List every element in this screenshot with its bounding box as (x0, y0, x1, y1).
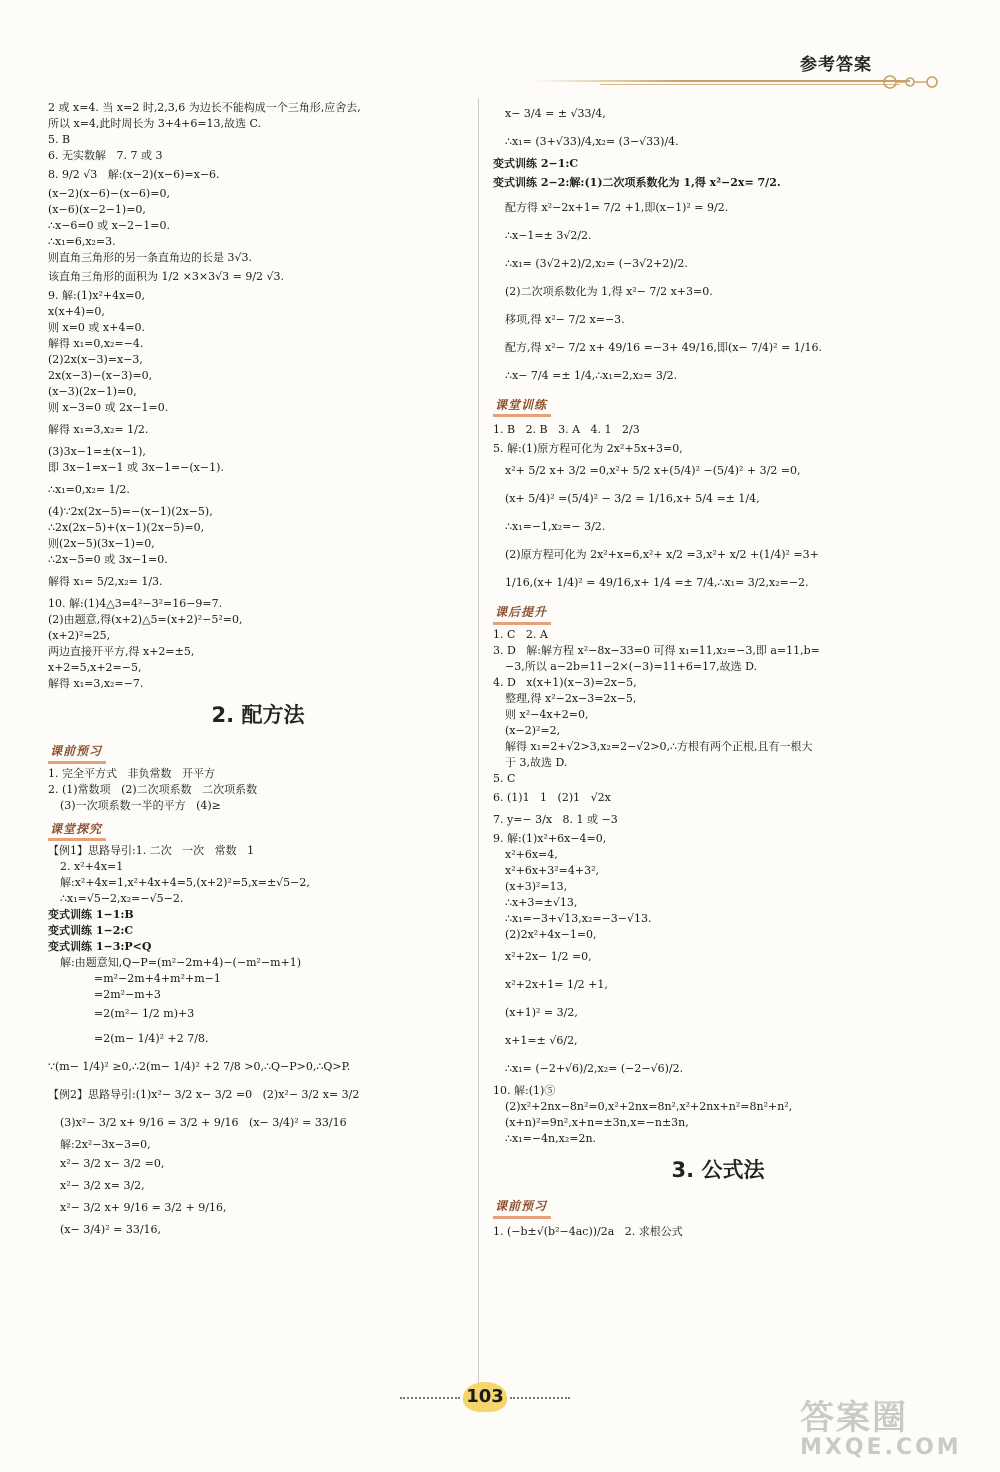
tag-prelesson-3: 课前预习 (493, 1197, 551, 1218)
answer-line: 7. y=− 3/x 8. 1 或 −3 (493, 812, 618, 826)
tag-prelesson: 课前预习 (48, 742, 106, 763)
answer-line: ∴x₁=−1,x₂=− 3/2. (505, 520, 606, 534)
answer-line: 6. (1)1 1 (2)1 √2x (493, 790, 611, 804)
answer-line: x²+2x+1= 1/2 +1, (505, 977, 608, 991)
footer-dots (400, 1397, 460, 1399)
answer-line: 5. B (48, 133, 71, 146)
answer-line: x(x+4)=0, (48, 305, 105, 318)
answer-line: x− 3/4 = ± √33/4, (505, 107, 606, 120)
answer-line: 2x(x−3)−(x−3)=0, (48, 369, 153, 382)
answer-line: ∴x₁= (3+√33)/4,x₂= (3−√33)/4. (505, 135, 679, 148)
footer-dots (510, 1397, 570, 1399)
answer-line: 10. 解:(1)⑤ (493, 1083, 556, 1097)
answer-line: 解得 x₁=3,x₂= 1/2. (48, 423, 149, 436)
answer-line: ∴x₁= (−2+√6)/2,x₂= (−2−√6)/2. (505, 1061, 684, 1075)
header-rule (530, 80, 910, 82)
answer-line: 【例2】思路导引:(1)x²− 3/2 x− 3/2 =0 (2)x²− 3/2 x= 3/2 (48, 1088, 360, 1102)
right-column (493, 100, 943, 1243)
answer-line: (2)2x²+4x−1=0, (505, 927, 597, 941)
answer-line: ∴2x−5=0 或 3x−1=0. (48, 553, 168, 566)
answer-line: 解得 x₁=3,x₂=−7. (48, 677, 144, 690)
answer-line: 2. x²+4x=1 (60, 860, 124, 874)
answer-line: (2)由题意,得(x+2)△5=(x+2)²−5²=0, (48, 613, 243, 626)
answer-line: ∴2x(2x−5)+(x−1)(2x−5)=0, (48, 521, 205, 534)
section-title: 2. 配方法 (211, 703, 305, 727)
answer-line: 变式训练 2−2:解:(1)二次项系数化为 1,得 x²−2x= 7/2. (493, 176, 781, 189)
answer-line: =2(m²− 1/2 m)+3 (94, 1007, 195, 1021)
page-number: 103 (463, 1382, 507, 1412)
tag-class-training: 课堂训练 (493, 396, 551, 417)
answer-line: 10. 解:(1)4△3=4²−3²=16−9=7. (48, 597, 223, 610)
answer-line: 解得 x₁=0,x₂=−4. (48, 337, 144, 350)
answer-line: (x+3)²=13, (505, 879, 568, 893)
answer-line: 则 x=0 或 x+4=0. (48, 321, 146, 334)
answer-line: x²+6x=4, (505, 847, 558, 861)
answer-line: x²− 3/2 x+ 9/16 = 3/2 + 9/16, (60, 1201, 227, 1215)
answer-line: 变式训练 2−1:C (493, 157, 579, 170)
watermark-sub: MXQE.COM (800, 1435, 962, 1460)
answer-line: (x−3)(2x−1)=0, (48, 385, 137, 398)
answer-line: (x−2)²=2, (505, 723, 561, 737)
answer-line: 两边直接开平方,得 x+2=±5, (48, 645, 195, 658)
answer-line: (2)2x(x−3)=x−3, (48, 353, 143, 366)
answer-line: (2)二次项系数化为 1,得 x²− 7/2 x+3=0. (505, 285, 713, 298)
answer-line: 9. 解:(1)x²+4x=0, (48, 289, 146, 302)
answer-line: =m²−2m+4+m²+m−1 (94, 972, 221, 986)
answer-line: (3)一次项系数一半的平方 (4)≥ (60, 798, 221, 812)
answer-line: ∴x₁= (3√2+2)/2,x₂= (−3√2+2)/2. (505, 257, 688, 270)
answer-line: 于 3,故选 D. (505, 755, 568, 769)
answer-line: (3)3x−1=±(x−1), (48, 445, 146, 458)
answer-line: (x− 3/4)² = 33/16, (60, 1223, 162, 1237)
answer-line: (3)x²− 3/2 x+ 9/16 = 3/2 + 9/16 (x− 3/4)² = 33/16 (60, 1116, 347, 1130)
answer-line: 解:由题意知,Q−P=(m²−2m+4)−(−m²−m+1) (60, 956, 302, 970)
answer-line: 该直角三角形的面积为 1/2 ×3×3√3 = 9/2 √3. (48, 270, 285, 283)
answer-line: ∴x− 7/4 =± 1/4,∴x₁=2,x₂= 3/2. (505, 369, 678, 382)
answer-line: 1. (−b±√(b²−4ac))/2a 2. 求根公式 (493, 1224, 683, 1238)
answer-line: 变式训练 1−1:B (48, 908, 134, 922)
answer-line: (x−2)(x−6)−(x−6)=0, (48, 187, 170, 200)
answer-line: 5. 解:(1)原方程可化为 2x²+5x+3=0, (493, 442, 683, 456)
tag-after-class: 课后提升 (493, 603, 551, 624)
answer-line: 解:x²+4x=1,x²+4x+4=5,(x+2)²=5,x=±√5−2, (60, 876, 310, 890)
answer-line: 6. 无实数解 7. 7 或 3 (48, 149, 163, 162)
answer-line: ∵(m− 1/4)² ≥0,∴2(m− 1/4)² +2 7/8 >0,∴Q−P>0,∴Q>P. (48, 1060, 351, 1074)
answer-line: 1. 完全平方式 非负常数 开平方 (48, 766, 215, 780)
answer-line: ∴x₁=6,x₂=3. (48, 235, 116, 248)
answer-line: 解得 x₁= 5/2,x₂= 1/3. (48, 575, 163, 588)
page-number-badge (400, 1380, 580, 1416)
answer-line: 则(2x−5)(3x−1)=0, (48, 537, 155, 550)
answer-line: 4. D x(x+1)(x−3)=2x−5, (493, 675, 637, 689)
answer-line: (4)∵2x(2x−5)=−(x−1)(2x−5), (48, 505, 213, 518)
answer-line: x²− 3/2 x= 3/2, (60, 1179, 145, 1193)
answer-line: 1/16,(x+ 1/4)² = 49/16,x+ 1/4 =± 7/4,∴x₁= 3/2,x₂=−2. (505, 576, 809, 590)
answer-line: 配方,得 x²− 7/2 x+ 49/16 =−3+ 49/16,即(x− 7/4)² = 1/16. (505, 341, 822, 354)
ornament-knot-icon (880, 72, 940, 92)
answer-line: −3,所以 a−2b=11−2×(−3)=11+6=17,故选 D. (505, 659, 758, 673)
answer-line: ∴x−6=0 或 x−2−1=0. (48, 219, 170, 232)
header-title: 参考答案 (800, 55, 872, 75)
answer-line: 2 或 x=4. 当 x=2 时,2,3,6 为边长不能构成一个三角形,应舍去, (48, 101, 361, 114)
answer-line: (2)x²+2nx−8n²=0,x²+2nx=8n²,x²+2nx+n²=8n²+n², (505, 1099, 793, 1113)
answer-line: 则直角三角形的另一条直角边的长是 3√3. (48, 251, 252, 264)
answer-line: ∴x₁=−3+√13,x₂=−3−√13. (505, 911, 652, 925)
answer-line: ∴x+3=±√13, (505, 895, 578, 909)
answer-line: x+2=5,x+2=−5, (48, 661, 142, 674)
answer-line: 1. B 2. B 3. A 4. 1 2/3 (493, 423, 640, 437)
answer-line: 所以 x=4,此时周长为 3+4+6=13,故选 C. (48, 117, 262, 130)
answer-line: (x+n)²=9n²,x+n=±3n,x=−n±3n, (505, 1115, 689, 1129)
answer-line: 解:2x²−3x−3=0, (60, 1138, 151, 1152)
answer-line: 变式训练 1−2:C (48, 924, 134, 938)
answer-line: ∴x−1=± 3√2/2. (505, 229, 592, 242)
answer-line: x²+2x− 1/2 =0, (505, 949, 592, 963)
column-divider (478, 98, 479, 1398)
answer-line: 2. (1)常数项 (2)二次项系数 二次项系数 (48, 782, 258, 796)
answer-line: 变式训练 1−3:P<Q (48, 940, 152, 954)
watermark (800, 1390, 990, 1460)
header-rule-thin (600, 84, 900, 85)
answer-line: 解得 x₁=2+√2>3,x₂=2−√2>0,∴方根有两个正根,且有一根大 (505, 739, 813, 753)
answer-line: 3. D 解:解方程 x²−8x−33=0 可得 x₁=11,x₂=−3,即 a=11,b= (493, 643, 820, 657)
answer-line: (2)原方程可化为 2x²+x=6,x²+ x/2 =3,x²+ x/2 +(1/4)² =3+ (505, 548, 819, 562)
answer-line: =2(m− 1/4)² +2 7/8. (94, 1032, 209, 1046)
left-column (48, 100, 468, 1241)
answer-line: ∴x₁=0,x₂= 1/2. (48, 483, 130, 496)
answer-line: x²+ 5/2 x+ 3/2 =0,x²+ 5/2 x+(5/4)² −(5/4)² + 3/2 =0, (505, 464, 801, 478)
answer-line: 1. C 2. A (493, 627, 548, 641)
answer-line: 则 x²−4x+2=0, (505, 707, 589, 721)
section-title: 3. 公式法 (671, 1157, 765, 1182)
answer-line: =2m²−m+3 (94, 988, 161, 1002)
answer-line: ∴x₁=√5−2,x₂=−√5−2. (60, 892, 184, 906)
answer-line: 【例1】思路导引:1. 二次 一次 常数 1 (48, 844, 255, 858)
answer-line: (x+1)² = 3/2, (505, 1005, 578, 1019)
answer-line: 配方得 x²−2x+1= 7/2 +1,即(x−1)² = 9/2. (505, 201, 729, 214)
answer-line: ∴x₁=−4n,x₂=2n. (505, 1131, 597, 1145)
answer-line: x+1=± √6/2, (505, 1033, 578, 1047)
answer-line: 5. C (493, 771, 516, 785)
answer-line: x²− 3/2 x− 3/2 =0, (60, 1157, 165, 1171)
answer-line: 9. 解:(1)x²+6x−4=0, (493, 831, 607, 845)
answer-line: (x+2)²=25, (48, 629, 111, 642)
answer-line: 则 x−3=0 或 2x−1=0. (48, 401, 169, 414)
tag-explore: 课堂探究 (48, 820, 106, 841)
answer-line: x²+6x+3²=4+3², (505, 863, 599, 877)
answer-line: 即 3x−1=x−1 或 3x−1=−(x−1). (48, 461, 224, 474)
answer-line: 整理,得 x²−2x−3=2x−5, (505, 691, 637, 705)
answer-line: (x−6)(x−2−1)=0, (48, 203, 146, 216)
answer-line: 移项,得 x²− 7/2 x=−3. (505, 313, 625, 326)
watermark-main: 答案圈 (800, 1398, 908, 1438)
page-header (0, 0, 1000, 110)
answer-line: (x+ 5/4)² =(5/4)² − 3/2 = 1/16,x+ 5/4 =± 1/4, (505, 492, 760, 506)
answer-line: 8. 9/2 √3 解:(x−2)(x−6)=x−6. (48, 168, 220, 181)
